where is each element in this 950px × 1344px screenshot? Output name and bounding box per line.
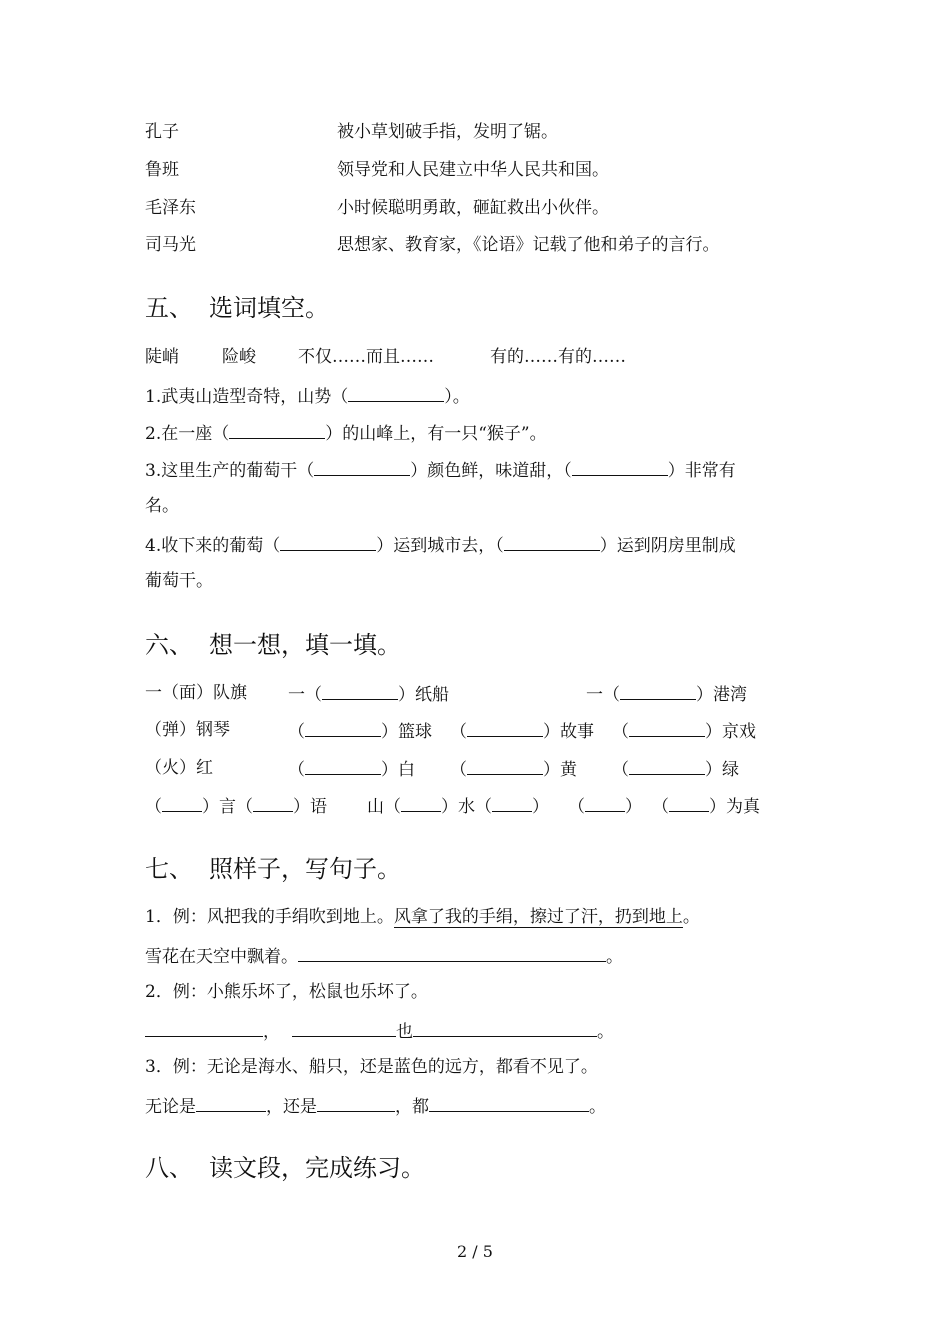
answer-blank[interactable] (620, 681, 696, 700)
text: ）语 (293, 797, 327, 817)
match-person-4: 司马光 (145, 235, 196, 255)
text: 也 (396, 1022, 413, 1042)
text: （ (288, 760, 305, 780)
text: （ (568, 797, 585, 817)
word-bank-3: 不仅……而且…… (298, 347, 434, 367)
text: （ (450, 760, 467, 780)
answer-blank[interactable] (669, 793, 709, 812)
fill-r1-c1: 一（面）队旗 (145, 683, 247, 703)
match-person-2: 鲁班 (145, 160, 179, 180)
answer-blank[interactable] (348, 383, 444, 402)
match-person-3: 毛泽东 (145, 198, 196, 218)
text: 山（ (367, 797, 401, 817)
match-desc-1: 被小草划破手指，发明了锯。 (337, 122, 558, 142)
example-2: 2．例：小熊乐坏了，松鼠也乐坏了。 (145, 982, 428, 1002)
answer-blank[interactable] (629, 718, 705, 737)
example-1 (145, 905, 700, 929)
page-number: 2 / 5 (457, 1242, 493, 1261)
text: ）运到阴房里制成 (599, 536, 736, 556)
answer-blank[interactable] (314, 457, 410, 476)
answer-blank[interactable] (413, 1018, 597, 1037)
text: （ (450, 722, 467, 742)
fill-r2-c4 (612, 718, 756, 744)
word-bank-2: 险峻 (222, 347, 256, 367)
answer-blank[interactable] (305, 756, 381, 775)
question-5-1 (145, 383, 470, 409)
answer-blank[interactable] (572, 457, 668, 476)
answer-blank[interactable] (162, 793, 202, 812)
underlined-answer: 风拿了我的手绢，擦过了汗，扔到地上 (393, 907, 683, 927)
text: ）水（ (441, 797, 492, 817)
text: ）白 (381, 760, 415, 780)
exercise-1 (145, 943, 623, 969)
text: 3.这里生产的葡萄干（ (145, 461, 315, 481)
answer-blank[interactable] (298, 943, 606, 962)
fill-r3-c2 (288, 756, 415, 782)
answer-blank[interactable] (280, 532, 376, 551)
fill-r1-c2 (288, 681, 449, 707)
answer-blank[interactable] (322, 681, 398, 700)
section-title: 照样子，写句子。 (209, 855, 401, 883)
text: ） (625, 797, 642, 817)
section-number: 七、 (145, 855, 193, 883)
text: ）黄 (543, 760, 577, 780)
fill-r3-c3 (450, 756, 577, 782)
exercise-2 (145, 1018, 614, 1044)
text: 。 (597, 1022, 614, 1042)
text: ）颜色鲜，味道甜，（ (410, 461, 572, 481)
text: 4.收下来的葡萄（ (145, 536, 281, 556)
example-3: 3．例：无论是海水、船只，还是蓝色的远方，都看不见了。 (145, 1057, 598, 1077)
text: （ (612, 760, 629, 780)
text: ）篮球 (381, 722, 432, 742)
answer-blank[interactable] (145, 1018, 263, 1037)
text: ）非常有 (667, 461, 736, 481)
text: ）的山峰上，有一只“猴子”。 (325, 424, 547, 444)
answer-blank[interactable] (305, 718, 381, 737)
text: ）京戏 (705, 722, 756, 742)
answer-blank[interactable] (585, 793, 625, 812)
text: ）为真 (709, 797, 760, 817)
text: 2.在一座（ (145, 424, 230, 444)
text: ） (532, 797, 549, 817)
question-5-3-cont: 名。 (145, 496, 179, 516)
answer-blank[interactable] (317, 1093, 395, 1112)
answer-blank[interactable] (401, 793, 441, 812)
fill-r2-c1: （弹）钢琴 (145, 720, 230, 740)
text: ）言（ (202, 797, 253, 817)
fill-r2-c2 (288, 718, 432, 744)
match-desc-2: 领导党和人民建立中华人民共和国。 (337, 160, 609, 180)
fill-r3-c1: （火）红 (145, 758, 213, 778)
text: ）纸船 (398, 685, 449, 705)
text: 。 (682, 907, 700, 927)
answer-blank[interactable] (504, 532, 600, 551)
text: （ (652, 797, 669, 817)
answer-blank[interactable] (467, 718, 543, 737)
word-bank-1: 陡峭 (145, 347, 179, 367)
text: ）故事 (543, 722, 594, 742)
text: （ (288, 722, 305, 742)
answer-blank[interactable] (429, 1093, 589, 1112)
answer-blank[interactable] (253, 793, 293, 812)
text: 雪花在天空中飘着。 (145, 947, 298, 967)
answer-blank[interactable] (196, 1093, 266, 1112)
text: 。 (589, 1097, 606, 1117)
section-5-heading (145, 293, 329, 323)
text: ）绿 (705, 760, 739, 780)
match-desc-3: 小时候聪明勇敢，砸缸救出小伙伴。 (337, 198, 609, 218)
text: 一（ (586, 685, 620, 705)
text: ）港湾 (696, 685, 747, 705)
word-bank-4: 有的……有的…… (490, 347, 626, 367)
text: （ (145, 797, 162, 817)
text: （ (612, 722, 629, 742)
text: ）。 (444, 387, 470, 407)
question-5-4-cont: 葡萄干。 (145, 571, 213, 591)
fill-r1-c4 (586, 681, 747, 707)
text: ， (263, 1022, 280, 1042)
answer-blank[interactable] (629, 756, 705, 775)
question-5-3 (145, 457, 736, 483)
fill-r4-idiom-2 (367, 793, 549, 819)
text: 一（ (288, 685, 322, 705)
match-person-1: 孔子 (145, 122, 179, 142)
section-number: 五、 (145, 294, 193, 322)
text: 无论是 (145, 1097, 196, 1117)
answer-blank[interactable] (229, 420, 325, 439)
section-7-heading (145, 854, 401, 884)
section-number: 八、 (145, 1154, 193, 1182)
answer-blank[interactable] (467, 756, 543, 775)
fill-r3-c4 (612, 756, 739, 782)
text: ，都 (395, 1097, 429, 1117)
question-5-4 (145, 532, 736, 558)
text: 1．例：风把我的手绢吹到地上。 (145, 907, 394, 927)
text: 。 (606, 947, 623, 967)
fill-r2-c3 (450, 718, 594, 744)
section-title: 读文段，完成练习。 (209, 1154, 425, 1182)
exercise-3 (145, 1093, 606, 1119)
match-desc-4: 思想家、教育家，《论语》记载了他和弟子的言行。 (337, 235, 720, 255)
text: ）运到城市去，（ (376, 536, 504, 556)
section-6-heading (145, 630, 401, 660)
text: 1.武夷山造型奇特，山势（ (145, 387, 349, 407)
text: ，还是 (266, 1097, 317, 1117)
question-5-2 (145, 420, 547, 446)
section-title: 想一想，填一填。 (209, 631, 401, 659)
answer-blank[interactable] (492, 793, 532, 812)
section-number: 六、 (145, 631, 193, 659)
fill-r4-idiom-1 (145, 793, 327, 819)
section-8-heading (145, 1153, 425, 1183)
section-title: 选词填空。 (209, 294, 329, 322)
fill-r4-idiom-3 (568, 793, 760, 819)
answer-blank[interactable] (292, 1018, 396, 1037)
